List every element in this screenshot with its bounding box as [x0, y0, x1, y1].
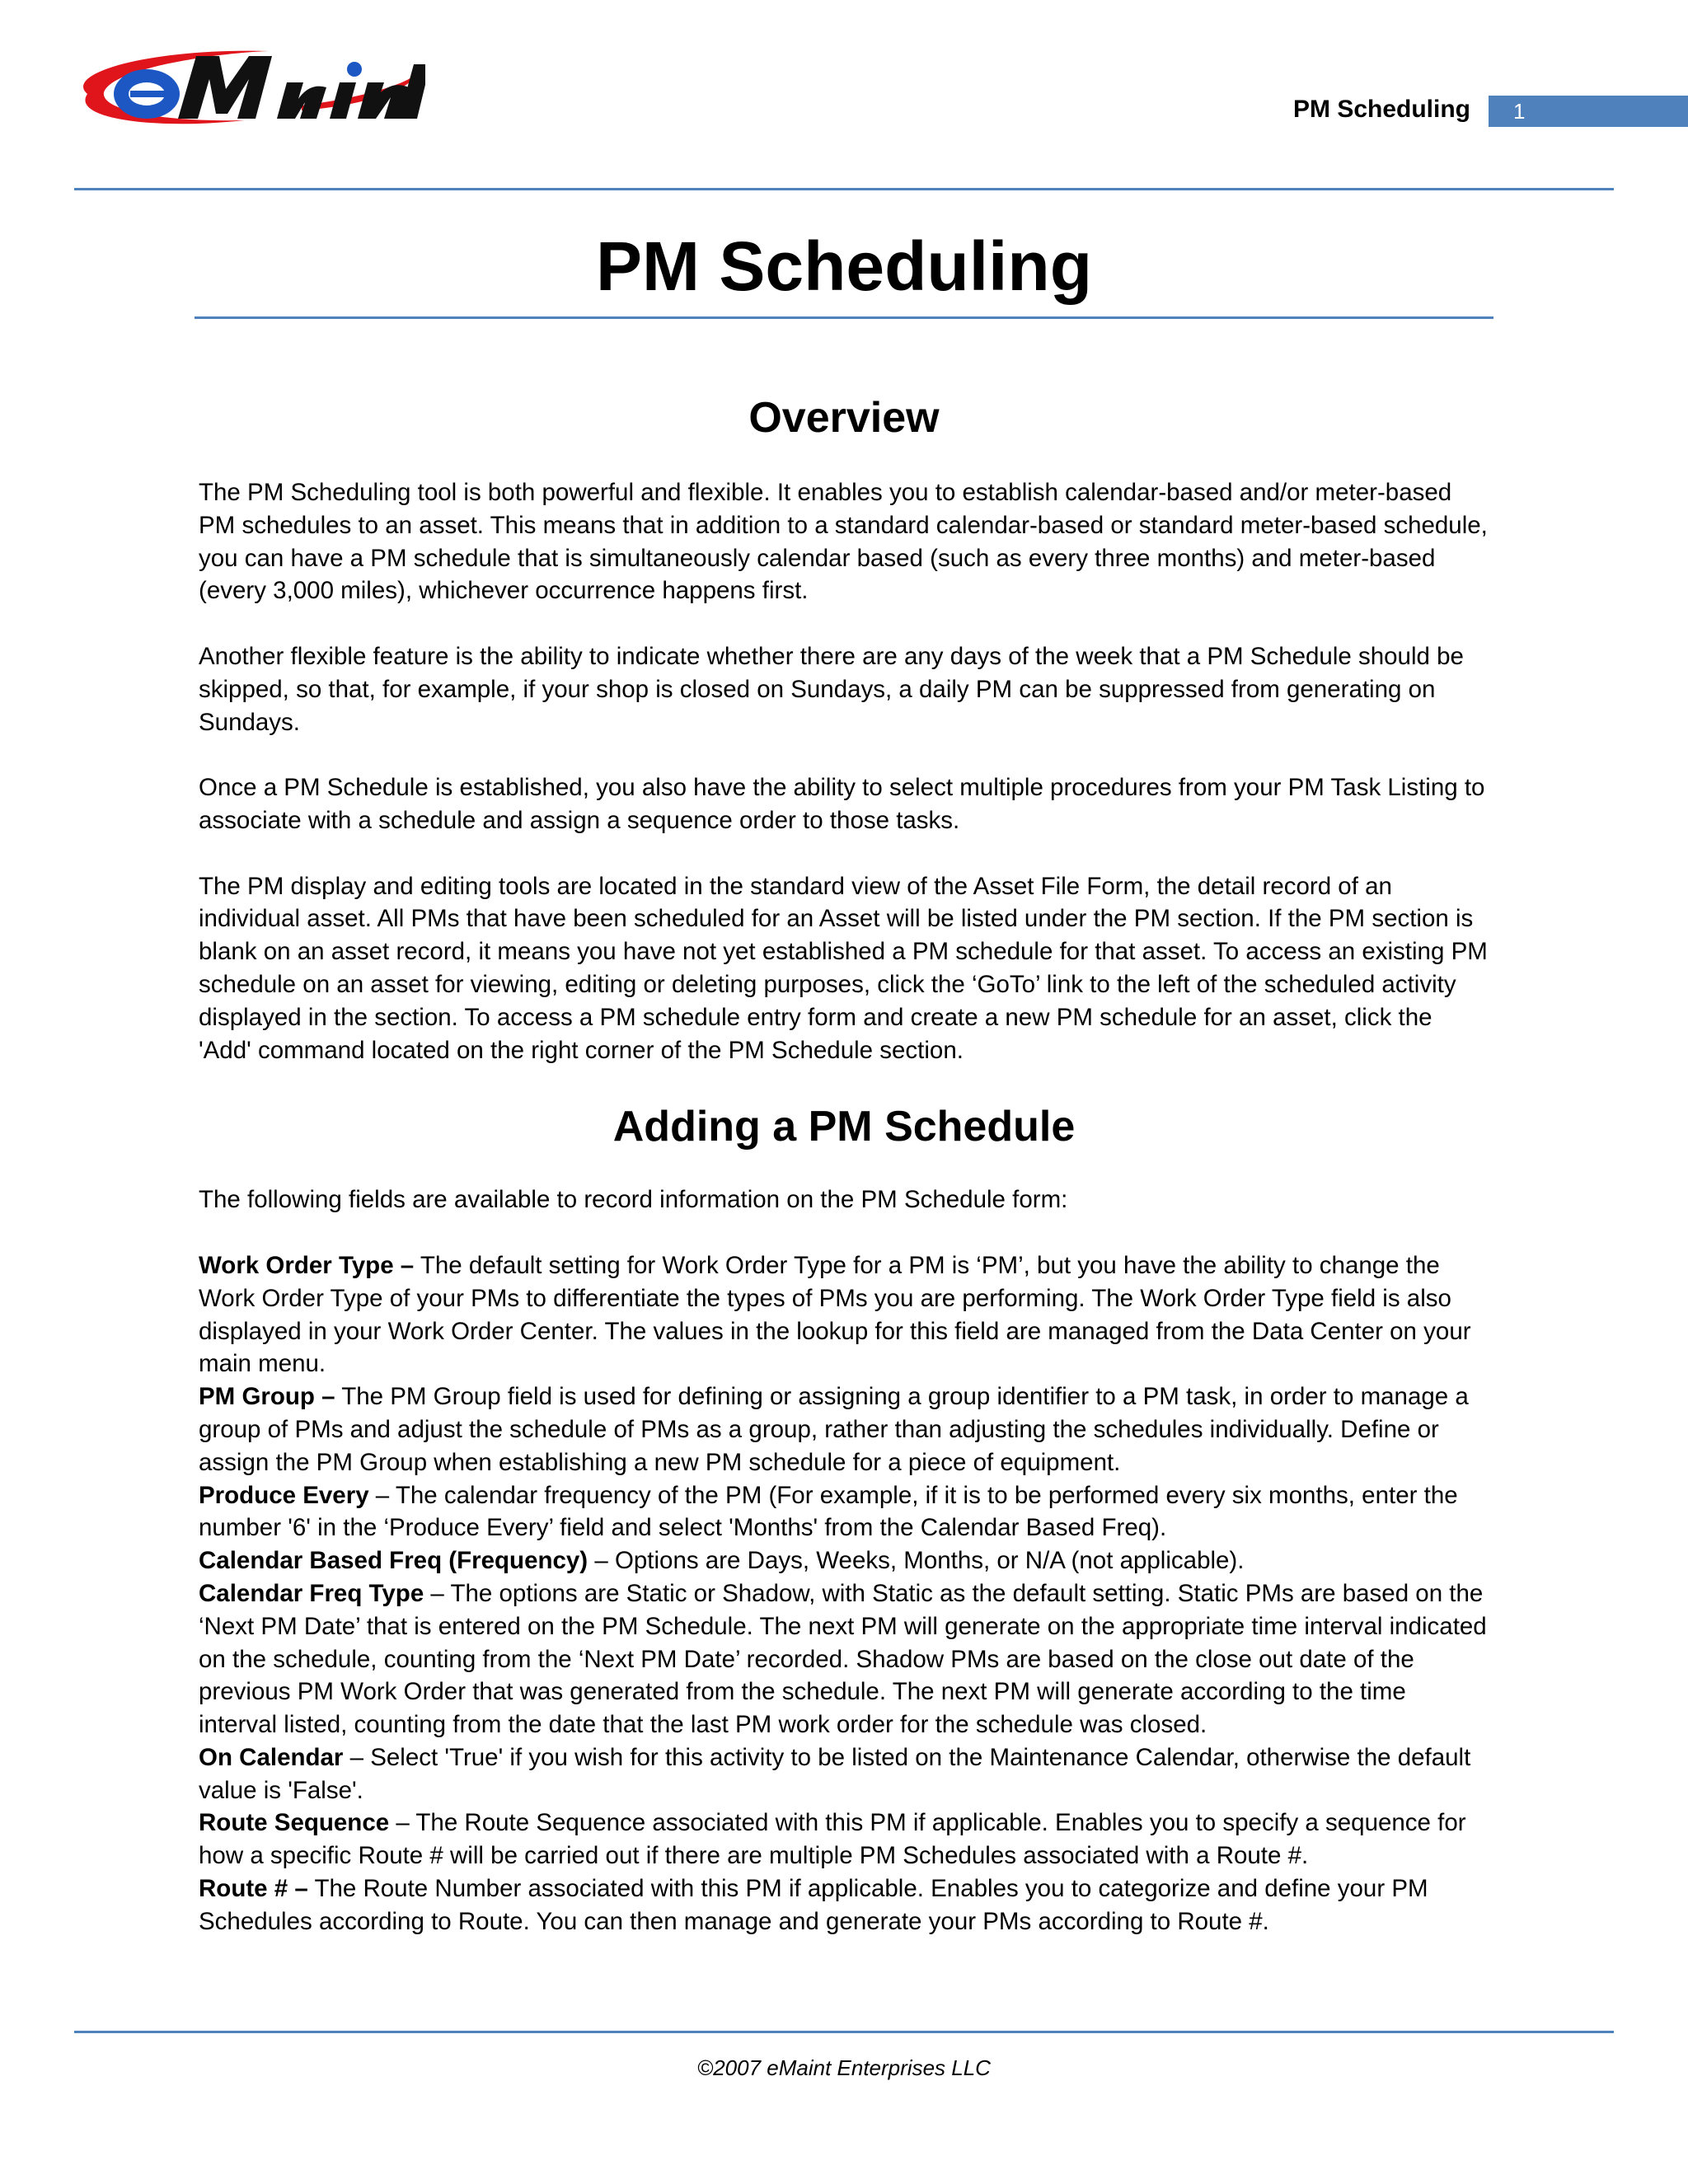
field-description: [199, 1872, 1489, 1938]
field-description: [199, 1380, 1489, 1479]
field-text: The default setting for Work Order Type for a PM is ‘PM’, but you have the ability to change the Work Order Type of your PMs to differentiate the types of PMs you are performing. The Work Order Type field is also displayed in your Work Order Center. The values in the lookup for this field are managed from the Data Center on your main menu.: [199, 1251, 1471, 1378]
title-rule: [195, 316, 1493, 319]
field-description: [199, 1741, 1489, 1807]
field-text: – The options are Static or Shadow, with Static as the default setting. Static PMs are based on the ‘Next PM Date’ that is entered on the PM Schedule. The next PM will generate on the appropriate time interval indicated on the schedule, counting from the ‘Next PM Date’ recorded. Shadow PMs are based on the close out date of the previous PM Work Order that was generated from the schedule. The next PM will generate according to the time interval listed, counting from the date that the last PM work order for the schedule was closed.: [199, 1579, 1487, 1739]
field-label: Route Sequence: [199, 1809, 390, 1837]
overview-paragraph: Once a PM Schedule is established, you also have the ability to select multiple procedures from your PM Task Listing to associate with a schedule and assign a sequence order to those tasks.: [199, 774, 1485, 834]
field-text: – Options are Days, Weeks, Months, or N/A (not applicable).: [588, 1547, 1245, 1575]
field-description: [199, 1249, 1489, 1380]
field-label: Produce Every: [199, 1481, 369, 1509]
footer-copyright: ©2007 eMaint Enterprises LLC: [697, 2055, 991, 2080]
field-label: Calendar Freq Type: [199, 1579, 424, 1607]
page-title: PM Scheduling: [595, 227, 1093, 305]
field-label: On Calendar: [199, 1743, 344, 1771]
field-label: PM Group –: [199, 1383, 335, 1411]
field-description: [199, 1577, 1489, 1741]
field-text: – Select 'True' if you wish for this activity to be listed on the Maintenance Calendar, otherwise the default value is 'False'.: [199, 1743, 1471, 1804]
page-number-badge: 1: [1489, 96, 1688, 127]
emaint-logo: [54, 40, 425, 138]
emaint-logo-graphic: [54, 40, 425, 138]
overview-paragraph: Another flexible feature is the ability to indicate whether there are any days of the week that a PM Schedule should be skipped, so that, for example, if your shop is closed on Sundays, a daily PM can be suppressed from generating on Sundays.: [199, 642, 1464, 736]
adding-intro: The following fields are available to record information on the PM Schedule form:: [199, 1186, 1068, 1214]
field-label: Calendar Based Freq (Frequency): [199, 1547, 588, 1575]
field-text: – The Route Sequence associated with this PM if applicable. Enables you to specify a sequence for how a specific Route # will be carried out if there are multiple PM Schedules associated with a Route #.: [199, 1809, 1466, 1870]
header-section-title: PM Scheduling: [1292, 96, 1470, 123]
field-description: [199, 1479, 1489, 1545]
overview-paragraph: The PM Scheduling tool is both powerful and flexible. It enables you to establish calendar-based and/or meter-based PM schedules to an asset. This means that in addition to a standard calendar-based or standard meter-based schedule, you can have a PM schedule that is simultaneously calendar based (such as every three months) and meter-based (every 3,000 miles), whichever occurrence happens first.: [199, 479, 1488, 605]
header-rule: [74, 188, 1614, 190]
field-text: – The calendar frequency of the PM (For example, if it is to be performed every six months, enter the number '6' in the ‘Produce Every’ field and select 'Months' from the Calendar Based Freq).: [199, 1481, 1458, 1542]
document-body: [199, 389, 1489, 1938]
adding-heading: Adding a PM Schedule: [612, 1103, 1076, 1151]
overview-paragraph: The PM display and editing tools are located in the standard view of the Asset File Form, the detail record of an individual asset. All PMs that have been scheduled for an Asset will be listed under the PM section. If the PM section is blank on an asset record, it means you have not yet established a PM schedule for that asset. To access an existing PM schedule on an asset for viewing, editing or deleting purposes, click the ‘GoTo’ link to the left of the scheduled activity displayed in the section. To access a PM schedule entry form and create a new PM schedule for an asset, click the 'Add' command located on the right corner of the PM Schedule section.: [199, 872, 1488, 1064]
field-description: [199, 1807, 1489, 1872]
field-label: Work Order Type –: [199, 1251, 415, 1279]
field-text: The Route Number associated with this PM if applicable. Enables you to categorize and define your PM Schedules according to Route. You can then manage and generate your PMs according to Route #.: [199, 1875, 1428, 1935]
footer-rule: [74, 2031, 1614, 2033]
field-label: Route # –: [199, 1875, 308, 1903]
overview-heading: Overview: [748, 394, 940, 442]
field-description: [199, 1544, 1489, 1577]
field-text: The PM Group field is used for defining or assigning a group identifier to a PM task, in order to manage a group of PMs and adjust the schedule of PMs as a group, rather than adjusting the schedules individually. Define or assign the PM Group when establishing a new PM schedule for a piece of equipment.: [199, 1383, 1469, 1476]
